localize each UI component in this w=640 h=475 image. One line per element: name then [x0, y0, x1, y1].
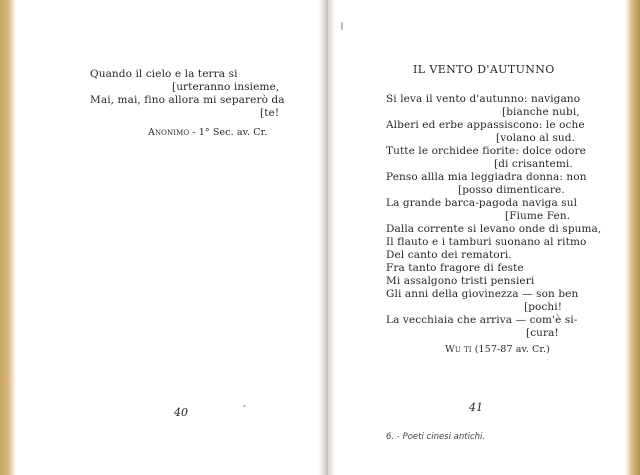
right-poem-line-6: [di crisantemi.	[494, 158, 573, 170]
right-poem-line-14: Fra tanto fragore di feste	[386, 262, 524, 274]
left-poem-line-2: [urteranno insieme,	[172, 81, 280, 93]
right-poem-line-15: Mi assalgono tristi pensieri	[386, 275, 535, 287]
right-attribution	[445, 344, 550, 355]
left-poem-line-4: [te!	[260, 107, 280, 119]
poem-title: IL VENTO D'AUTUNNO	[413, 63, 555, 76]
left-poem-line-3: Mai, mai, fino allora mi separerò da	[90, 94, 285, 106]
right-poem-line-11: Dalla corrente si levano onde di spuma,	[386, 223, 602, 235]
right-poem-line-5: Tutte le orchidee fiorite: dolce odore	[386, 145, 586, 157]
right-poem-line-17: [pochi!	[524, 301, 563, 313]
left-attribution	[148, 127, 267, 138]
right-poem-line-18: La vecchiaia che arriva — com'è si-	[386, 314, 578, 326]
right-poem-line-10: [Fiume Fen.	[505, 210, 571, 222]
left-page-number: 40	[174, 406, 188, 419]
right-attribution-rest: (157-87 av. Cr.)	[471, 344, 550, 355]
ink-speck	[341, 22, 343, 30]
right-poem-line-9: La grande barca-pagoda naviga sul	[386, 197, 578, 209]
right-poem-line-3: Alberi ed erbe appassiscono: le oche	[386, 119, 585, 131]
right-poem-line-2: [bianche nubi,	[502, 106, 580, 118]
right-page	[330, 0, 626, 475]
right-poem-line-13: Del canto dei rematori.	[386, 249, 512, 261]
right-poem-line-16: Gli anni della giovinezza — son ben	[386, 288, 579, 300]
right-poem-line-19: [cura!	[526, 327, 559, 339]
right-poem-line-8: [posso dimenticare.	[458, 184, 565, 196]
left-page	[14, 0, 326, 475]
right-attribution-name: Wu ti	[445, 344, 472, 355]
right-poem-line-7: Penso allla mia leggiadra donna: non	[386, 171, 587, 183]
right-poem-line-12: Il flauto e i tamburi suonano al ritmo	[386, 236, 587, 248]
right-poem-line-4: [volano al sud.	[496, 132, 576, 144]
left-attribution-name: Anonimo	[148, 127, 190, 138]
right-poem-line-1: Si leva il vento d'autunno: navigano	[386, 93, 581, 105]
footnote: 6. - Poeti cinesi antichi.	[386, 432, 486, 442]
left-attribution-rest: - 1° Sec. av. Cr.	[189, 127, 268, 138]
ink-speck	[243, 405, 246, 407]
right-page-number: 41	[469, 401, 483, 414]
left-poem-line-1: Quando il cielo e la terra si	[90, 68, 238, 80]
